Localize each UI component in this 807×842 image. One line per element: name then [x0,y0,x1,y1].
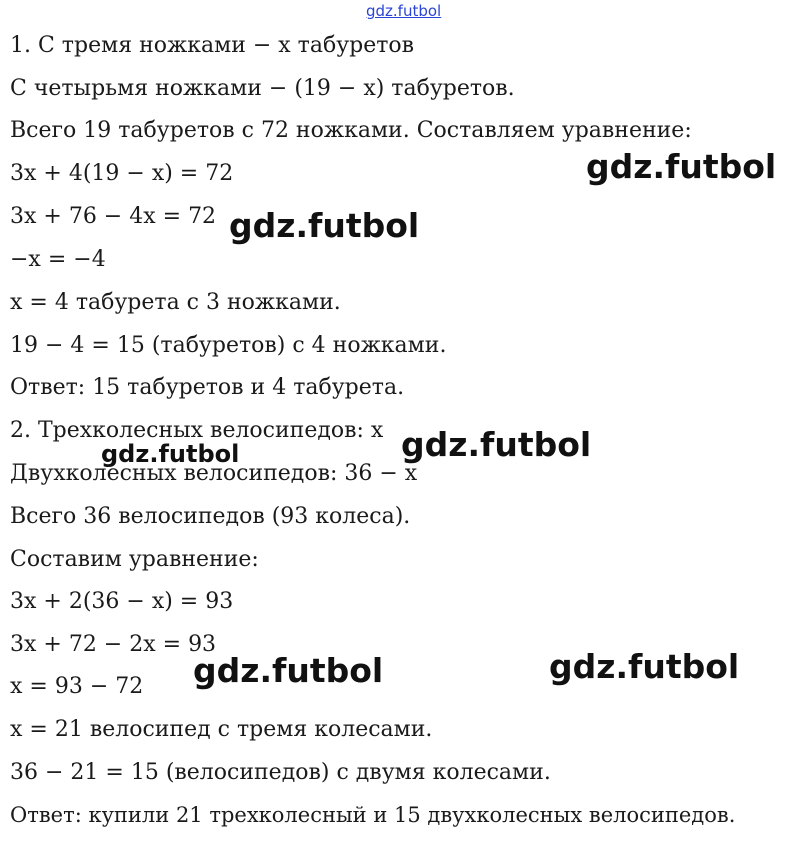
text-line-13: Составим уравнение: [10,547,259,572]
equation-line-6: −x = −4 [10,247,106,272]
watermark-3: gdz.futbol [401,425,592,464]
text-line-2: С четырьмя ножками − (19 − x) табуретов. [10,76,515,101]
text-line-3: Всего 19 табуретов с 72 ножками. Составляем уравнение: [10,118,692,143]
equation-line-5: 3x + 76 − 4x = 72 [10,204,217,229]
watermark-6: gdz.futbol [549,647,740,686]
equation-line-4: 3x + 4(19 − x) = 72 [10,161,234,186]
answer-line-9: Ответ: 15 табуретов и 4 табурета. [10,375,405,400]
equation-line-14: 3x + 2(36 − x) = 93 [10,589,234,614]
watermark-5: gdz.futbol [193,651,384,690]
text-line-11: Двухколесных велосипедов: 36 − x [10,461,418,486]
watermark-top-link[interactable]: gdz.futbol [366,2,442,20]
text-line-17: x = 21 велосипед с тремя колесами. [10,717,433,742]
text-line-10: 2. Трехколесных велосипедов: x [10,418,384,443]
text-line-18: 36 − 21 = 15 (велосипедов) с двумя колесами. [10,760,551,785]
text-line-8: 19 − 4 = 15 (табуретов) с 4 ножками. [10,333,447,358]
watermark-2: gdz.futbol [229,206,420,245]
answer-line-19: Ответ: купили 21 трехколесный и 15 двухколесных велосипедов. [10,803,736,827]
watermark-4: gdz.futbol [101,440,240,468]
text-line-7: x = 4 табурета с 3 ножками. [10,290,341,315]
text-line-12: Всего 36 велосипедов (93 колеса). [10,504,411,529]
watermark-1: gdz.futbol [586,147,777,186]
equation-line-15: 3x + 72 − 2x = 93 [10,632,217,657]
equation-line-16: x = 93 − 72 [10,674,144,699]
text-line-1: 1. С тремя ножками − x табуретов [10,33,415,58]
